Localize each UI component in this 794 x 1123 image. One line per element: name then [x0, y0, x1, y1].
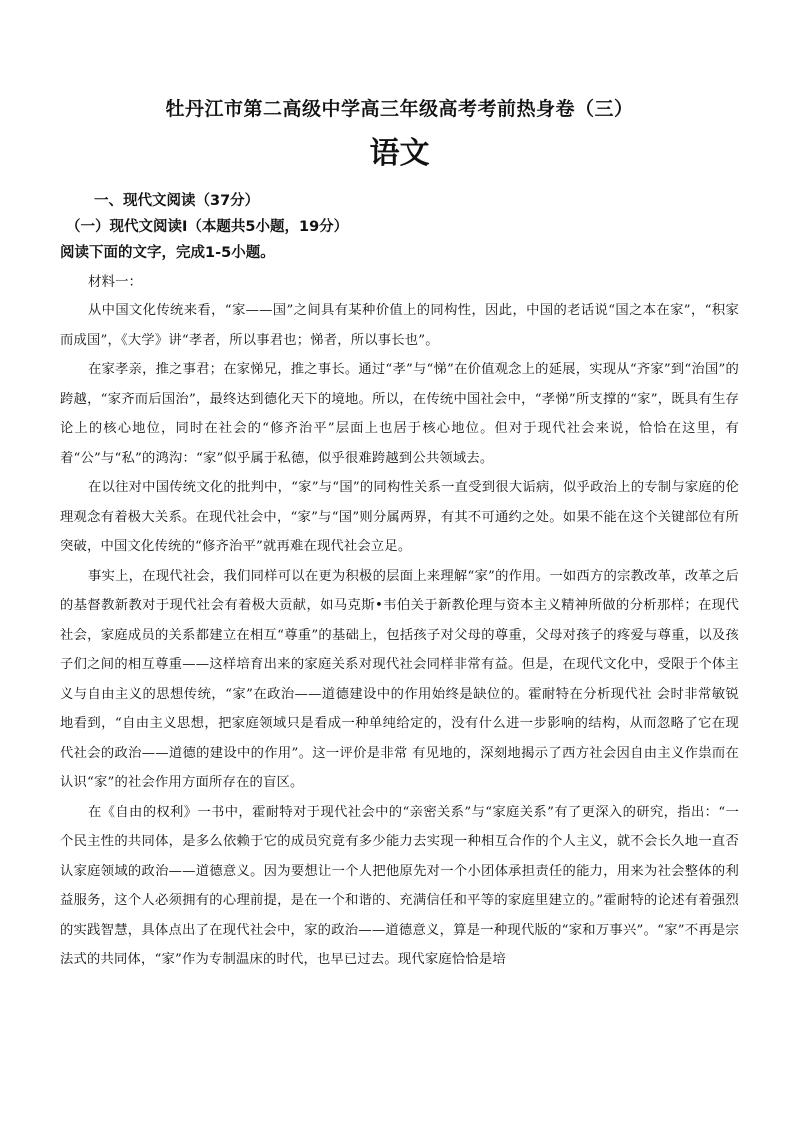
paragraph-5: 在《自由的权利》一书中，霍耐特对于现代社会中的“亲密关系”与“家庭关系”有了更深入的研究，指出：“一个民主性的共同体，是多么依赖于它的成员究竟有多少能力去实现一种相互合作的个人主义，就不会长久地一直否认家庭领域的政治——道德意义。因为要想让一个人把他原先对一个小团体承担责任的能力，用来为社会整体的利益服务，这个人必须拥有的心理前提，是在一个和谐的、充满信任和平等的家庭里建立的。”霍耐特的论述有着强烈的实践智慧，具体点出了在现代社会中，家的政治——道德意义，算是一种现代版的“家和万事兴”。“家”不再是宗法式的共同体，“家”作为专制温床的时代，也早已过去。现代家庭恰恰是培 — [60, 804, 739, 967]
section-heading: 一、现代文阅读（37分） — [94, 193, 260, 209]
paragraph-2: 在家孝亲，推之事君；在家悌兄，推之事长。通过“孝”与“悌”在价值观念上的延展，实现从“齐家”到“治国”的跨越，“家齐而后国治”，最终达到德化天下的境地。所以，在传统中国社会中，“孝悌”所支撑的“家”，既具有生存论上的核心地位，同时在社会的“修齐治平”层面上也居于核心地位。但对于现代社会来说，恰恰在这里，有着“公”与“私”的鸿沟：“家”似乎属于私德，似乎很难跨越到公共领域去。 — [60, 362, 739, 466]
subject-title: 语文 — [369, 136, 430, 171]
paragraph-4: 事实上，在现代社会，我们同样可以在更为积极的层面上来理解“家”的作用。一如西方的宗教改革，改革之后的基督教新教对于现代社会有着极大贡献，如马克斯•韦伯关于新教伦理与资本主义精神所做的分析那样；在现代社会，家庭成员的关系都建立在相互“尊重”的基础上，包括孩子对父母的尊重，父母对孩子的疼爱与尊重，以及孩子们之间的相互尊重——这样培育出来的家庭关系对现代社会同样非常有益。但是，在现代文化中，受限于个体主义与自由主义的思想传统，“家”在政治——道德建设中的作用始终是缺位的。霍耐特在分析现代社 会时非常敏锐地看到，“自由主义思想，把家庭领域只是看成一种单纯给定的，没有什么进一步影响的结构，从而忽略了它在现代社会的政治——道德的建设中的作用”。这一评价是非常 有见地的，深刻地揭示了西方社会因自由主义作祟而在认识“家”的社会作用方面所存在的盲区。 — [60, 568, 739, 790]
reading-instruction: 阅读下面的文字，完成1-5小题。 — [60, 245, 275, 261]
exam-title: 牡丹江市第二高级中学高三年级高考考前热身卷（三） — [165, 98, 634, 120]
paragraph-1: 从中国文化传统来看，“家——国”之间具有某种价值上的同构性，因此，中国的老话说“国之本在家”，“积家而成国”，《大学》讲“孝者，所以事君也；悌者，所以事长也”。 — [60, 303, 739, 348]
subsection-heading: （一）现代文阅读Ⅰ（本题共5小题，19分） — [66, 219, 349, 235]
paragraph-3: 在以往对中国传统文化的批判中，“家”与“国”的同构性关系一直受到很大诟病，似乎政治上的专制与家庭的伦理观念有着极大关系。在现代社会中，“家”与“国”则分属两界，有其不可通约之处。如果不能在这个关键部位有所突破，中国文化传统的“修齐治平”就再难在现代社会立足。 — [60, 480, 739, 554]
material-label: 材料一： — [88, 274, 142, 290]
